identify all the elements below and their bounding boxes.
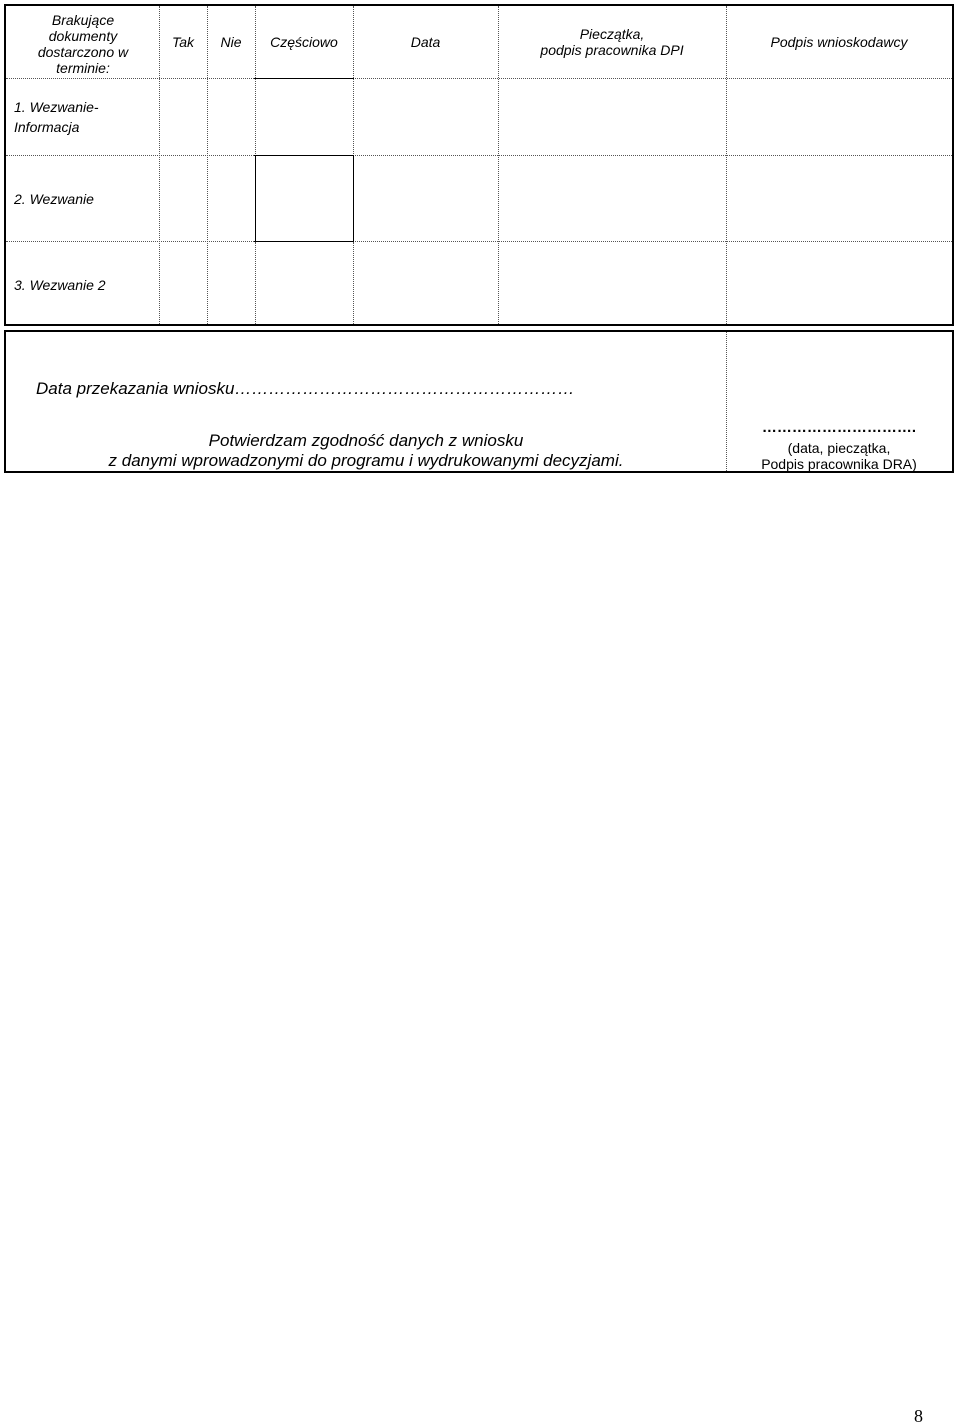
header-czesciowo: Częściowo [270,34,338,50]
column-divider [353,6,354,156]
column-divider [255,156,256,242]
confirm-line2: z danymi wprowadzonymi do programu i wydrukowanymi decyzjami. [108,451,624,470]
header-pieczatka-line2: podpis pracownika DPI [540,42,684,58]
row-divider [6,155,952,156]
header-tak: Tak [171,34,195,50]
header-missing-documents: Brakujące dokumenty dostarczono w terminie: [37,12,129,76]
column-divider [255,242,256,324]
signature-dots: …………………………. [761,419,917,436]
header-data: Data [410,34,441,50]
column-divider [159,6,160,324]
signature-caption-line2: Podpis pracownika DRA) [761,456,917,472]
transfer-date-label: Data przekazania wniosku [36,379,235,398]
row-divider [254,241,354,242]
transfer-date-dots: …………………………………………………… [234,379,575,398]
column-divider [255,6,256,156]
column-divider [207,6,208,324]
row-divider [254,78,354,79]
page-number: 8 [914,1406,923,1426]
header-podpis: Podpis wnioskodawcy [770,34,908,50]
row-divider [6,241,952,242]
signature-caption-line1: (data, pieczątka, [787,440,891,456]
header-pieczatka-line1: Pieczątka, [579,26,645,42]
row-label-wezwanie-informacja-line1: 1. Wezwanie- [14,99,99,115]
confirm-line1: Potwierdzam zgodność danych z wniosku [208,431,524,450]
header-nie: Nie [220,34,242,50]
column-divider [726,6,727,324]
row-label-wezwanie-informacja-line2: Informacja [14,119,80,135]
column-divider [353,156,354,242]
confirmation-box [4,330,954,473]
row-label-wezwanie: 2. Wezwanie [14,191,94,207]
row-divider [6,78,952,79]
transfer-date-line [36,379,574,399]
row-divider [254,155,354,156]
row-label-wezwanie-2: 3. Wezwanie 2 [14,277,106,293]
document-status-table [4,4,954,326]
column-divider [353,242,354,324]
